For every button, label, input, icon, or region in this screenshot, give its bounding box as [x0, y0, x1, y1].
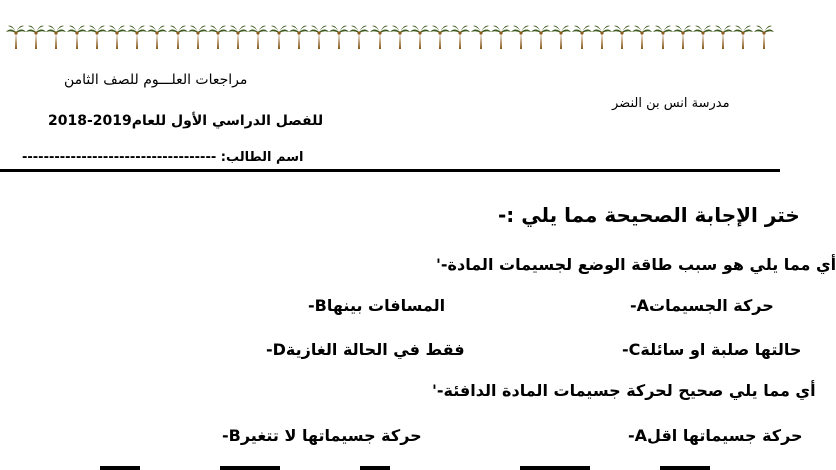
palm-tree-icon: [653, 24, 673, 50]
palm-tree-icon: [632, 24, 652, 50]
header-divider: [0, 169, 780, 172]
palm-tree-border: [0, 24, 780, 52]
palm-tree-icon: [46, 24, 66, 50]
palm-tree-icon: [370, 24, 390, 50]
student-name-blank[interactable]: ------------------------------------: [22, 150, 221, 165]
palm-tree-icon: [410, 24, 430, 50]
palm-tree-icon: [713, 24, 733, 50]
question-2-text: أي مما يلي صحيح لحركة جسيمات المادة الدافئة-': [432, 381, 816, 400]
palm-tree-icon: [673, 24, 693, 50]
palm-tree-icon: [572, 24, 592, 50]
palm-tree-icon: [6, 24, 26, 50]
palm-tree-icon: [491, 24, 511, 50]
student-name-label: اسم الطالب:: [220, 150, 304, 165]
palm-tree-icon: [551, 24, 571, 50]
palm-tree-icon: [754, 24, 774, 50]
palm-tree-icon: [592, 24, 612, 50]
question-1-option-d[interactable]: فقط في الحالة الغازيةD-: [266, 340, 465, 359]
question-1-option-b[interactable]: المسافات بينهاB-: [308, 296, 446, 315]
palm-tree-icon: [390, 24, 410, 50]
palm-tree-icon: [168, 24, 188, 50]
student-name-line: [22, 150, 303, 165]
palm-tree-icon: [349, 24, 369, 50]
palm-tree-icon: [147, 24, 167, 50]
palm-tree-icon: [309, 24, 329, 50]
palm-tree-icon: [511, 24, 531, 50]
question-2-option-b[interactable]: حركة جسيماتها لا تتغيرB-: [222, 426, 422, 445]
question-1-text: أي مما يلي هو سبب طاقة الوضع لجسيمات المادة-': [436, 255, 836, 274]
question-1-option-a[interactable]: حركة الجسيماتA-: [630, 296, 774, 315]
palm-tree-icon: [107, 24, 127, 50]
palm-tree-icon: [67, 24, 87, 50]
palm-tree-icon: [87, 24, 107, 50]
palm-tree-icon: [471, 24, 491, 50]
palm-tree-icon: [531, 24, 551, 50]
school-name: مدرسة انس بن النضر: [612, 96, 730, 111]
palm-tree-icon: [269, 24, 289, 50]
question-2-option-a[interactable]: حركة جسيماتها اقلA-: [628, 426, 803, 445]
question-1-option-c[interactable]: حالتها صلبة او سائلةC-: [622, 340, 802, 359]
palm-tree-icon: [248, 24, 268, 50]
palm-tree-icon: [228, 24, 248, 50]
palm-tree-icon: [430, 24, 450, 50]
palm-tree-icon: [733, 24, 753, 50]
palm-tree-icon: [127, 24, 147, 50]
palm-tree-icon: [450, 24, 470, 50]
palm-tree-icon: [208, 24, 228, 50]
review-title: مراجعات العلـــوم للصف الثامن: [64, 72, 248, 88]
term-year: للفصل الدراسي الأول للعام2019-2018: [48, 113, 324, 129]
palm-tree-icon: [329, 24, 349, 50]
instruction-heading: ختر الإجابة الصحيحة مما يلي :-: [498, 203, 800, 227]
palm-tree-icon: [693, 24, 713, 50]
palm-tree-icon: [188, 24, 208, 50]
palm-tree-icon: [289, 24, 309, 50]
palm-tree-icon: [26, 24, 46, 50]
palm-tree-icon: [612, 24, 632, 50]
cut-off-next-line: [100, 462, 770, 470]
